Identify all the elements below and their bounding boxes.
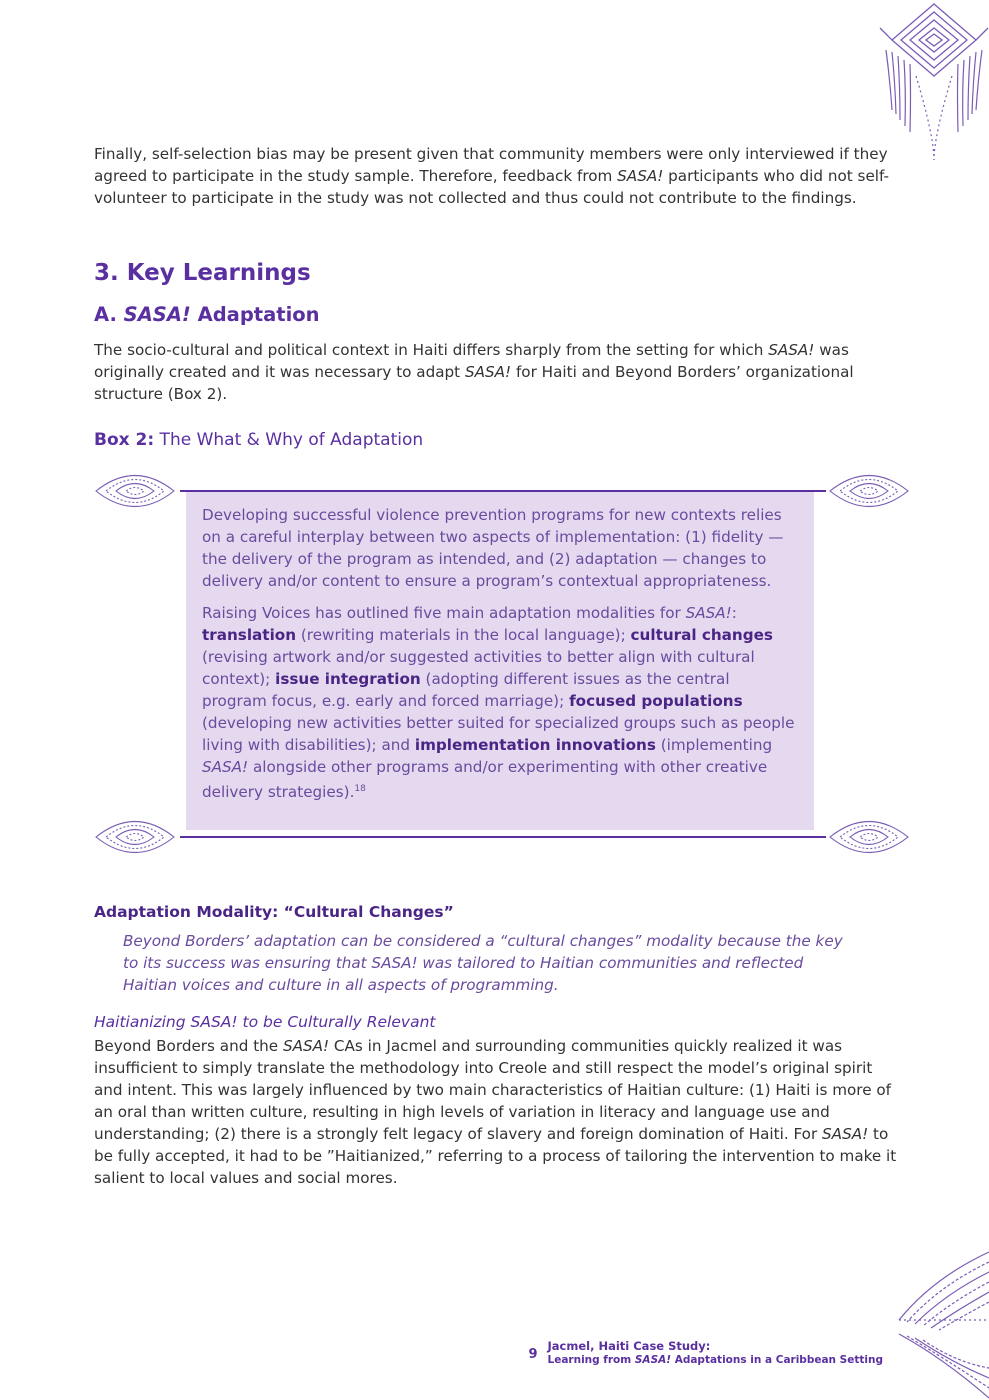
box-text: (revising artwork and/or suggested activities to better align with cultural context); <box>202 648 755 688</box>
box-text: : <box>731 604 737 622</box>
box-title <box>94 430 423 450</box>
box-text: Raising Voices has outlined five main adaptation modalities for <box>202 604 686 622</box>
haitianizing-text: Beyond Borders and the <box>94 1037 283 1055</box>
box-term: implementation innovations <box>414 736 656 754</box>
box-text: (adopting different issues as the central program focus, e.g. early and forced marriage); <box>202 670 730 710</box>
box-emphasis: SASA! <box>685 604 732 622</box>
haitianizing-paragraph <box>94 1035 899 1189</box>
box-paragraph-2 <box>202 602 796 803</box>
box-text: (implementing <box>655 736 773 754</box>
footer-text: Adaptations in a Caribbean Setting <box>671 1354 883 1366</box>
modality-heading: Adaptation Modality: “Cultural Changes” <box>94 903 454 921</box>
section-paragraph <box>94 339 874 405</box>
subsection-emphasis: SASA! <box>123 303 191 326</box>
footer-line-2 <box>548 1353 883 1367</box>
section-emphasis: SASA! <box>464 363 512 381</box>
leaf-ornament-icon <box>828 812 910 862</box>
section-text: was originally created and it was necessary to adapt <box>94 341 849 381</box>
box-label: Box 2: <box>94 430 155 450</box>
subsection-title <box>94 303 320 326</box>
section-emphasis: SASA! <box>768 341 815 359</box>
box-title-text: The What & Why of Adaptation <box>154 430 424 450</box>
box-term: issue integration <box>275 670 421 688</box>
leaf-ornament-icon <box>828 466 910 516</box>
intro-text: participants who did not self-volunteer to participate in the study was not collected and thus could not contribute to the findings. <box>94 167 890 207</box>
subsection-suffix: Adaptation <box>190 303 320 326</box>
section-text: for Haiti and Beyond Borders’ organizational structure (Box 2). <box>94 363 854 403</box>
section-text: The socio-cultural and political context in Haiti differs sharply from the setting for which <box>94 341 769 359</box>
striped-leaf-ornament-icon <box>893 1248 989 1400</box>
page-footer <box>528 1339 883 1367</box>
haitianizing-emphasis: SASA! <box>282 1037 330 1055</box>
box-term: translation <box>202 626 297 644</box>
modality-quote: Beyond Borders’ adaptation can be considered a “cultural changes” modality because the key to its success was ensuring that SASA! was tailored to Haitian communities and reflected Haitian voices and culture in all aspects of programming. <box>123 932 843 994</box>
subsection-prefix: A. <box>94 303 124 326</box>
box-paragraph-1: Developing successful violence prevention programs for new contexts relies on a careful interplay between two aspects of implementation: (1) fidelity — the delivery of the program as intended, and (2) adaptation — changes to delivery and/or content to ensure a program’s contextual appropriateness. <box>202 506 784 590</box>
footer-text: Learning from <box>547 1354 635 1366</box>
haitianizing-text: CAs in Jacmel and surrounding communities quickly realized it was insufficient to simply translate the methodology into Creole and still respect the model’s original spirit and intent. This was largely influenced by two main characteristics of Haitian culture: (1) Haiti is more of an oral than written culture, resulting in high levels of variation in literacy and language use and understanding; (2) there is a strongly felt legacy of slavery and foreign domination of Haiti. For <box>94 1037 892 1143</box>
leaf-ornament-icon <box>94 466 176 516</box>
intro-emphasis: SASA! <box>617 167 664 185</box>
haitianizing-emphasis: SASA! <box>822 1125 869 1143</box>
box-text: (developing new activities better suited for specialized groups such as people living with disabilities); and <box>202 714 795 754</box>
box-term: cultural changes <box>630 626 773 644</box>
page-number: 9 <box>528 1347 538 1362</box>
leaf-ornament-icon <box>94 812 176 862</box>
haitianizing-heading: Haitianizing SASA! to be Culturally Relevant <box>94 1013 436 1031</box>
footer-emphasis: SASA! <box>634 1354 672 1366</box>
section-title: 3. Key Learnings <box>94 260 311 286</box>
footer-line-1: Jacmel, Haiti Case Study: <box>547 1339 711 1353</box>
box-emphasis: SASA! <box>202 758 249 776</box>
intro-text: Finally, self-selection bias may be present given that community members were only interviewed if they agreed to participate in the study sample. Therefore, feedback from <box>94 145 888 185</box>
box-bottom-rule <box>180 836 826 838</box>
tribal-ornament-top-icon <box>872 0 989 165</box>
callout-box <box>186 492 814 830</box>
box-text: (rewriting materials in the local language); <box>296 626 631 644</box>
box-term: focused populations <box>569 692 743 710</box>
haitianizing-text: to be fully accepted, it had to be ”Haitianized,” referring to a process of tailoring the intervention to make it salient to local values and social mores. <box>94 1125 897 1187</box>
footnote-marker[interactable]: 18 <box>354 784 366 794</box>
intro-paragraph <box>94 143 899 209</box>
box-text: alongside other programs and/or experimenting with other creative delivery strategies). <box>202 758 768 802</box>
